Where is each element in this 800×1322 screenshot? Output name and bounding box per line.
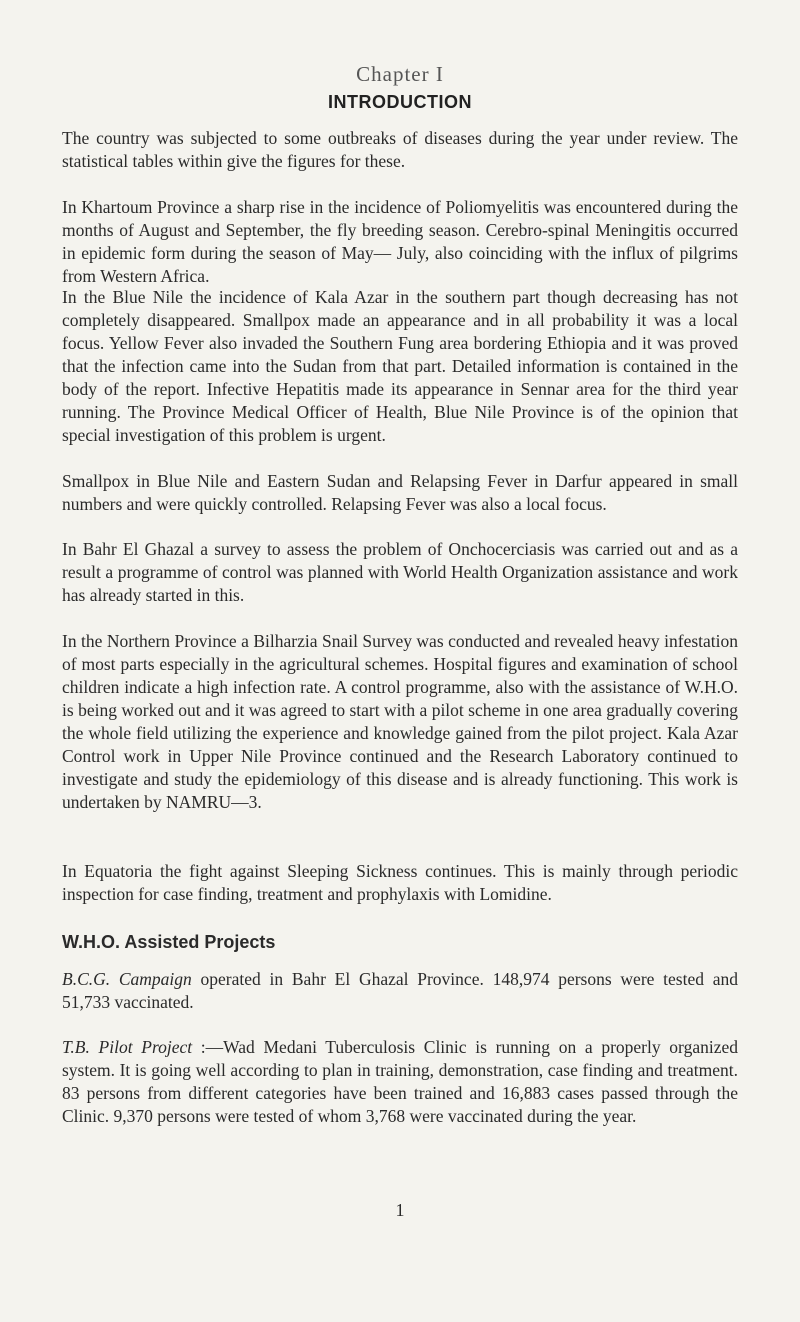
section-title: INTRODUCTION <box>328 92 472 112</box>
paragraph-bahr-el-ghazal: In Bahr El Ghazal a survey to assess the problem of Onchocerciasis was carried out and as a result a programme of control was planned with World Health Organization assistance and work has already started in this. <box>62 539 738 605</box>
paragraph-tb-pilot <box>62 1036 738 1128</box>
paragraph-khartoum: In Khartoum Province a sharp rise in the incidence of Poliomyelitis was encountered during the months of August and September, the fly breeding season. Cerebro-spinal Meningitis occurred in epidemic form during the season of May— July, also coinciding with the influx of pilgrims from Western Africa. <box>62 197 738 286</box>
paragraph-equatoria: In Equatoria the fight against Sleeping Sickness continues. This is mainly through periodic inspection for case finding, treatment and prophylaxis with Lomidine. <box>62 861 738 904</box>
who-projects-heading: W.H.O. Assisted Projects <box>62 932 276 952</box>
paragraph-blue-nile: In the Blue Nile the incidence of Kala Azar in the southern part though decreasing has not completely disappeared. Smallpox made an appearance and in all probability it was a local focus. Yellow Fever also invaded the Southern Fung area bordering Ethiopia and it was proved that the infection came into the Sudan from that part. Detailed information is contained in the body of the report. Infective Hepatitis made its appearance in Sennar area for the third year running. The Province Medical Officer of Health, Blue Nile Province is of the opinion that special investigation of this problem is urgent. <box>62 287 738 445</box>
paragraph-intro: The country was subjected to some outbreaks of diseases during the year under review. The statistical tables within give the figures for these. <box>62 128 738 171</box>
paragraph-northern-province: In the Northern Province a Bilharzia Snail Survey was conducted and revealed heavy infestation of most parts especially in the agricultural schemes. Hospital figures and examination of school children indicate a high infection rate. A control programme, also with the assistance of W.H.O. is being worked out and it was agreed to start with a pilot scheme in one area gradually covering the whole field utilizing the experience and knowledge gained from the pilot project. Kala Azar Control work in Upper Nile Province continued and the Research Laboratory continued to investigate and study the epidemiology of this disease and is already functioning. This work is undertaken by NAMRU—3. <box>62 631 738 812</box>
chapter-heading: Chapter I <box>356 62 444 86</box>
paragraph-bcg-campaign <box>62 968 738 1014</box>
bcg-label: B.C.G. Campaign <box>62 969 192 989</box>
page-number: 1 <box>395 1200 405 1220</box>
paragraph-smallpox: Smallpox in Blue Nile and Eastern Sudan and Relapsing Fever in Darfur appeared in small numbers and were quickly controlled. Relapsing Fever was also a local focus. <box>62 471 738 514</box>
bcg-text: operated in Bahr El Ghazal Province. 148,974 persons were tested and 51,733 vaccinated. <box>62 969 738 1012</box>
tb-label: T.B. Pilot Project <box>62 1037 193 1057</box>
tb-text: :—Wad Medani Tuberculosis Clinic is running on a properly organized system. It is going well according to plan in training, demonstration, case finding and treatment. 83 persons from different categories have been trained and 16,883 cases passed through the Clinic. 9,370 persons were tested of whom 3,768 were vaccinated during the year. <box>62 1037 738 1126</box>
